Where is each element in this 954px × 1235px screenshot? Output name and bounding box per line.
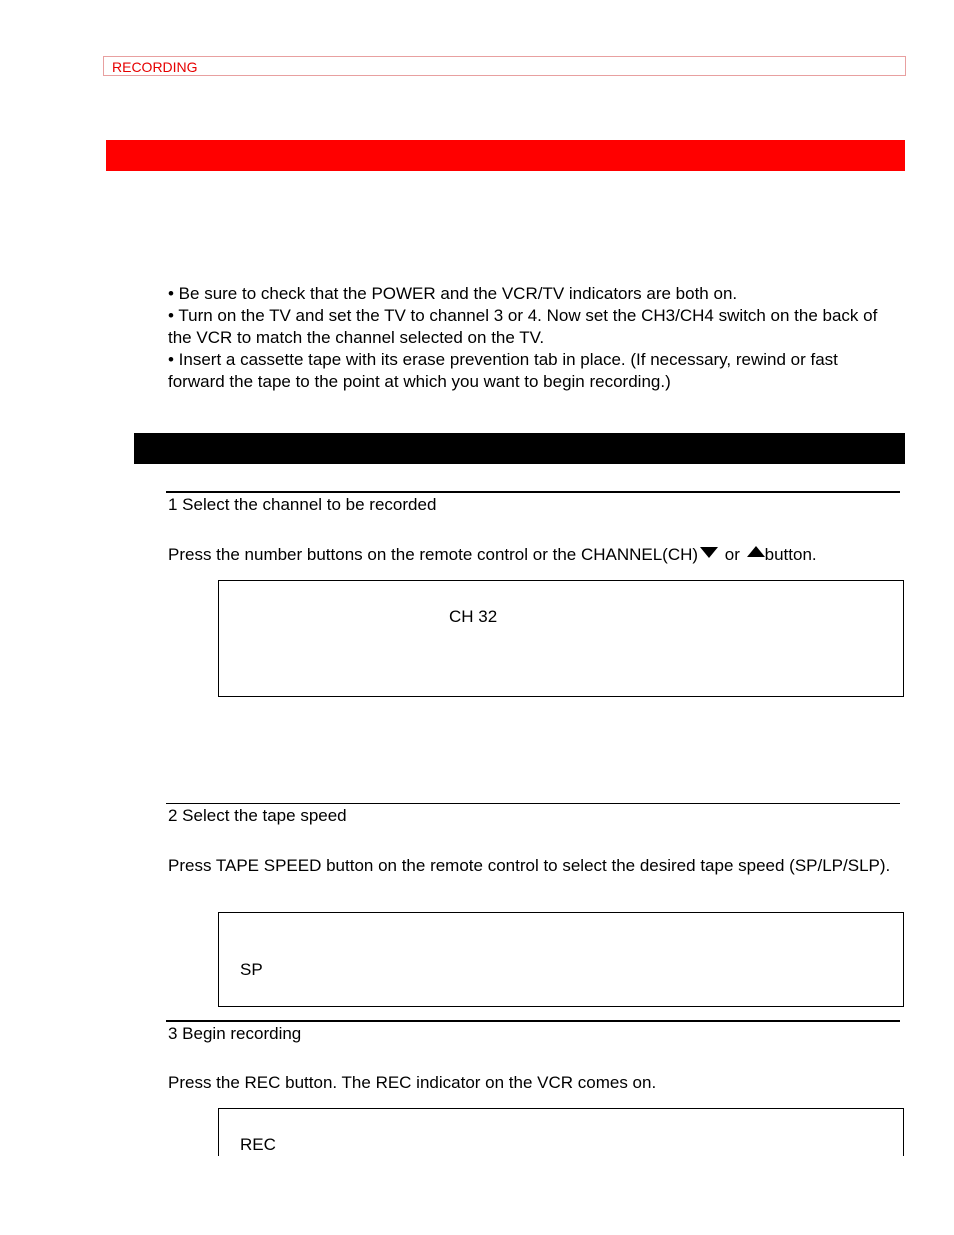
bullet-item: • Insert a cassette tape with its erase prevention tab in place. (If necessary, rewind or fast forward the tape to the point at which you want to begin recording.) — [168, 350, 838, 391]
channel-display: CH 32 — [449, 607, 498, 626]
rec-display: REC — [240, 1135, 276, 1154]
step-2-instruction: Press TAPE SPEED button on the remote control to select the desired tape speed (SP/LP/SLP). — [168, 856, 891, 875]
bullet-item: • Be sure to check that the POWER and the VCR/TV indicators are both on. — [168, 284, 738, 303]
title-bar — [106, 140, 905, 171]
step-2-title: 2 Select the tape speed — [168, 806, 347, 825]
triangle-down-icon — [700, 547, 718, 558]
step-divider — [166, 491, 900, 493]
step-1-instruction-end: button. — [764, 545, 817, 564]
section-tab — [103, 56, 906, 76]
triangle-up-icon — [747, 546, 765, 557]
step-3-instruction: Press the REC button. The REC indicator on the VCR comes on. — [168, 1073, 657, 1092]
step-2-display-box — [218, 912, 904, 1007]
step-1-title: 1 Select the channel to be recorded — [168, 495, 437, 514]
step-divider — [166, 803, 900, 804]
step-1-instruction-text: Press the number buttons on the remote control or the CHANNEL(CH) — [168, 545, 699, 564]
speed-display: SP — [240, 960, 263, 979]
step-divider — [166, 1020, 900, 1022]
step-3-title: 3 Begin recording — [168, 1024, 302, 1043]
page-bottom-margin — [0, 1156, 954, 1235]
section-label: RECORDING — [112, 59, 198, 75]
step-1-display-box — [218, 580, 904, 697]
procedure-bar — [134, 433, 905, 464]
step-1-instruction — [168, 544, 898, 566]
bullet-item: • Turn on the TV and set the TV to channel 3 or 4. Now set the CH3/CH4 switch on the back of the VCR to match the channel selected on the TV. — [168, 306, 878, 347]
intro-bullets — [168, 283, 898, 393]
step-1-instruction-or: or — [720, 545, 745, 564]
